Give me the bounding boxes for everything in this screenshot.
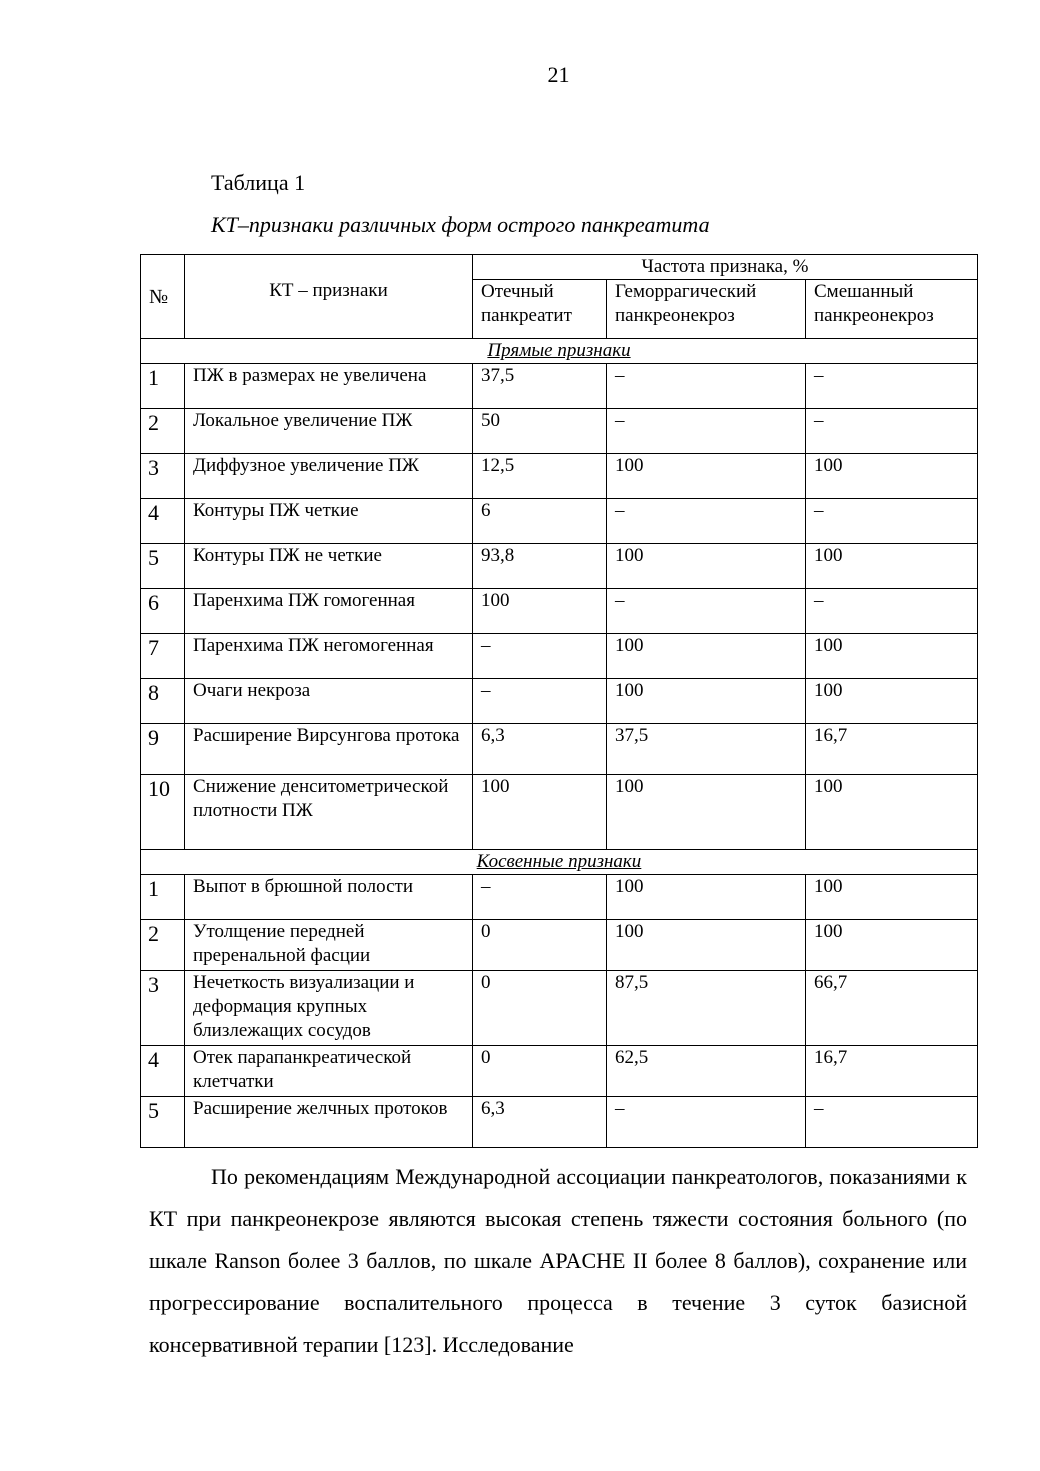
row-hemorrhagic: 100 [607,775,806,850]
row-hemorrhagic: 100 [607,544,806,589]
table-row [141,589,978,634]
header-hemorrhagic: Геморрагический панкреонекроз [607,280,806,339]
table-caption: Таблица 1 [211,170,306,195]
row-edematous: 12,5 [473,454,607,499]
header-num: № [141,255,185,339]
header-frequency: Частота признака, % [473,255,978,280]
row-sign: Утолщение передней преренальной фасции [185,920,473,971]
row-mixed: 16,7 [806,724,978,775]
row-mixed: 100 [806,679,978,724]
row-hemorrhagic: 100 [607,920,806,971]
row-number: 8 [141,679,185,724]
row-sign: Паренхима ПЖ гомогенная [185,589,473,634]
table-row [141,454,978,499]
row-hemorrhagic: – [607,499,806,544]
row-number: 2 [141,920,185,971]
row-sign: Локальное увеличение ПЖ [185,409,473,454]
row-edematous: 6,3 [473,1097,607,1148]
table-row [141,499,978,544]
row-number: 6 [141,589,185,634]
row-edematous: 37,5 [473,364,607,409]
row-hemorrhagic: 100 [607,634,806,679]
section-title-indirect: Косвенные признаки [141,850,978,875]
table-row [141,920,978,971]
header-mixed: Смешанный панкреонекроз [806,280,978,339]
row-sign: Контуры ПЖ четкие [185,499,473,544]
row-sign: Диффузное увеличение ПЖ [185,454,473,499]
row-edematous: 50 [473,409,607,454]
table-row [141,634,978,679]
row-number: 9 [141,724,185,775]
row-number: 3 [141,454,185,499]
row-hemorrhagic: – [607,364,806,409]
row-mixed: – [806,589,978,634]
row-number: 5 [141,1097,185,1148]
row-sign: Нечеткость визуализации и деформация крупных близлежащих сосудов [185,971,473,1046]
row-number: 2 [141,409,185,454]
table-row [141,364,978,409]
row-hemorrhagic: 100 [607,875,806,920]
row-hemorrhagic: – [607,589,806,634]
row-hemorrhagic: 100 [607,454,806,499]
row-edematous: – [473,679,607,724]
row-hemorrhagic: 62,5 [607,1046,806,1097]
row-edematous: 100 [473,775,607,850]
row-sign: Снижение денситометрической плотности ПЖ [185,775,473,850]
row-edematous: 6 [473,499,607,544]
row-edematous: 0 [473,971,607,1046]
row-mixed: – [806,364,978,409]
row-sign: Очаги некроза [185,679,473,724]
row-edematous: 0 [473,1046,607,1097]
row-sign: ПЖ в размерах не увеличена [185,364,473,409]
row-hemorrhagic: – [607,409,806,454]
row-hemorrhagic: 37,5 [607,724,806,775]
row-mixed: 100 [806,634,978,679]
table-row [141,775,978,850]
row-mixed: 100 [806,544,978,589]
row-hemorrhagic: 87,5 [607,971,806,1046]
header-edematous: Отечный панкреатит [473,280,607,339]
table-title: КТ–признаки различных форм острого панкреатита [211,212,710,237]
header-sign: КТ – признаки [185,255,473,339]
section-title-direct: Прямые признаки [141,339,978,364]
table-row [141,544,978,589]
row-sign: Паренхима ПЖ негомогенная [185,634,473,679]
row-hemorrhagic: 100 [607,679,806,724]
row-edematous: 0 [473,920,607,971]
row-number: 4 [141,499,185,544]
row-number: 5 [141,544,185,589]
row-number: 1 [141,364,185,409]
row-mixed: 16,7 [806,1046,978,1097]
row-number: 7 [141,634,185,679]
row-edematous: – [473,634,607,679]
row-edematous: 93,8 [473,544,607,589]
row-sign: Расширение Вирсунгова протока [185,724,473,775]
row-edematous: 100 [473,589,607,634]
row-mixed: – [806,409,978,454]
page-number: 21 [547,62,570,87]
ct-signs-table [140,254,978,1148]
row-number: 4 [141,1046,185,1097]
row-edematous: – [473,875,607,920]
row-mixed: 100 [806,920,978,971]
row-mixed: 100 [806,775,978,850]
row-number: 1 [141,875,185,920]
table-row [141,971,978,1046]
body-paragraph: По рекомендациям Международной ассоциации панкреатологов, показаниями к КТ при панкреонекрозе являются высокая степень тяжести состояния больного (по шкале Ranson более 3 баллов, по шкале APACHE II более 8 баллов), сохранение или прогрессирование воспалительного процесса в течение 3 суток базисной консервативной терапии [123]. Исследование [149,1164,967,1357]
row-hemorrhagic: – [607,1097,806,1148]
table-row [141,1046,978,1097]
table-row [141,724,978,775]
table-row [141,409,978,454]
row-edematous: 6,3 [473,724,607,775]
row-mixed: – [806,1097,978,1148]
row-sign: Выпот в брюшной полости [185,875,473,920]
row-sign: Контуры ПЖ не четкие [185,544,473,589]
row-sign: Отек парапанкреатической клетчатки [185,1046,473,1097]
row-mixed: – [806,499,978,544]
row-mixed: 100 [806,875,978,920]
row-number: 3 [141,971,185,1046]
row-mixed: 66,7 [806,971,978,1046]
table-row [141,679,978,724]
row-number: 10 [141,775,185,850]
row-sign: Расширение желчных протоков [185,1097,473,1148]
row-mixed: 100 [806,454,978,499]
table-row [141,1097,978,1148]
table-row [141,875,978,920]
